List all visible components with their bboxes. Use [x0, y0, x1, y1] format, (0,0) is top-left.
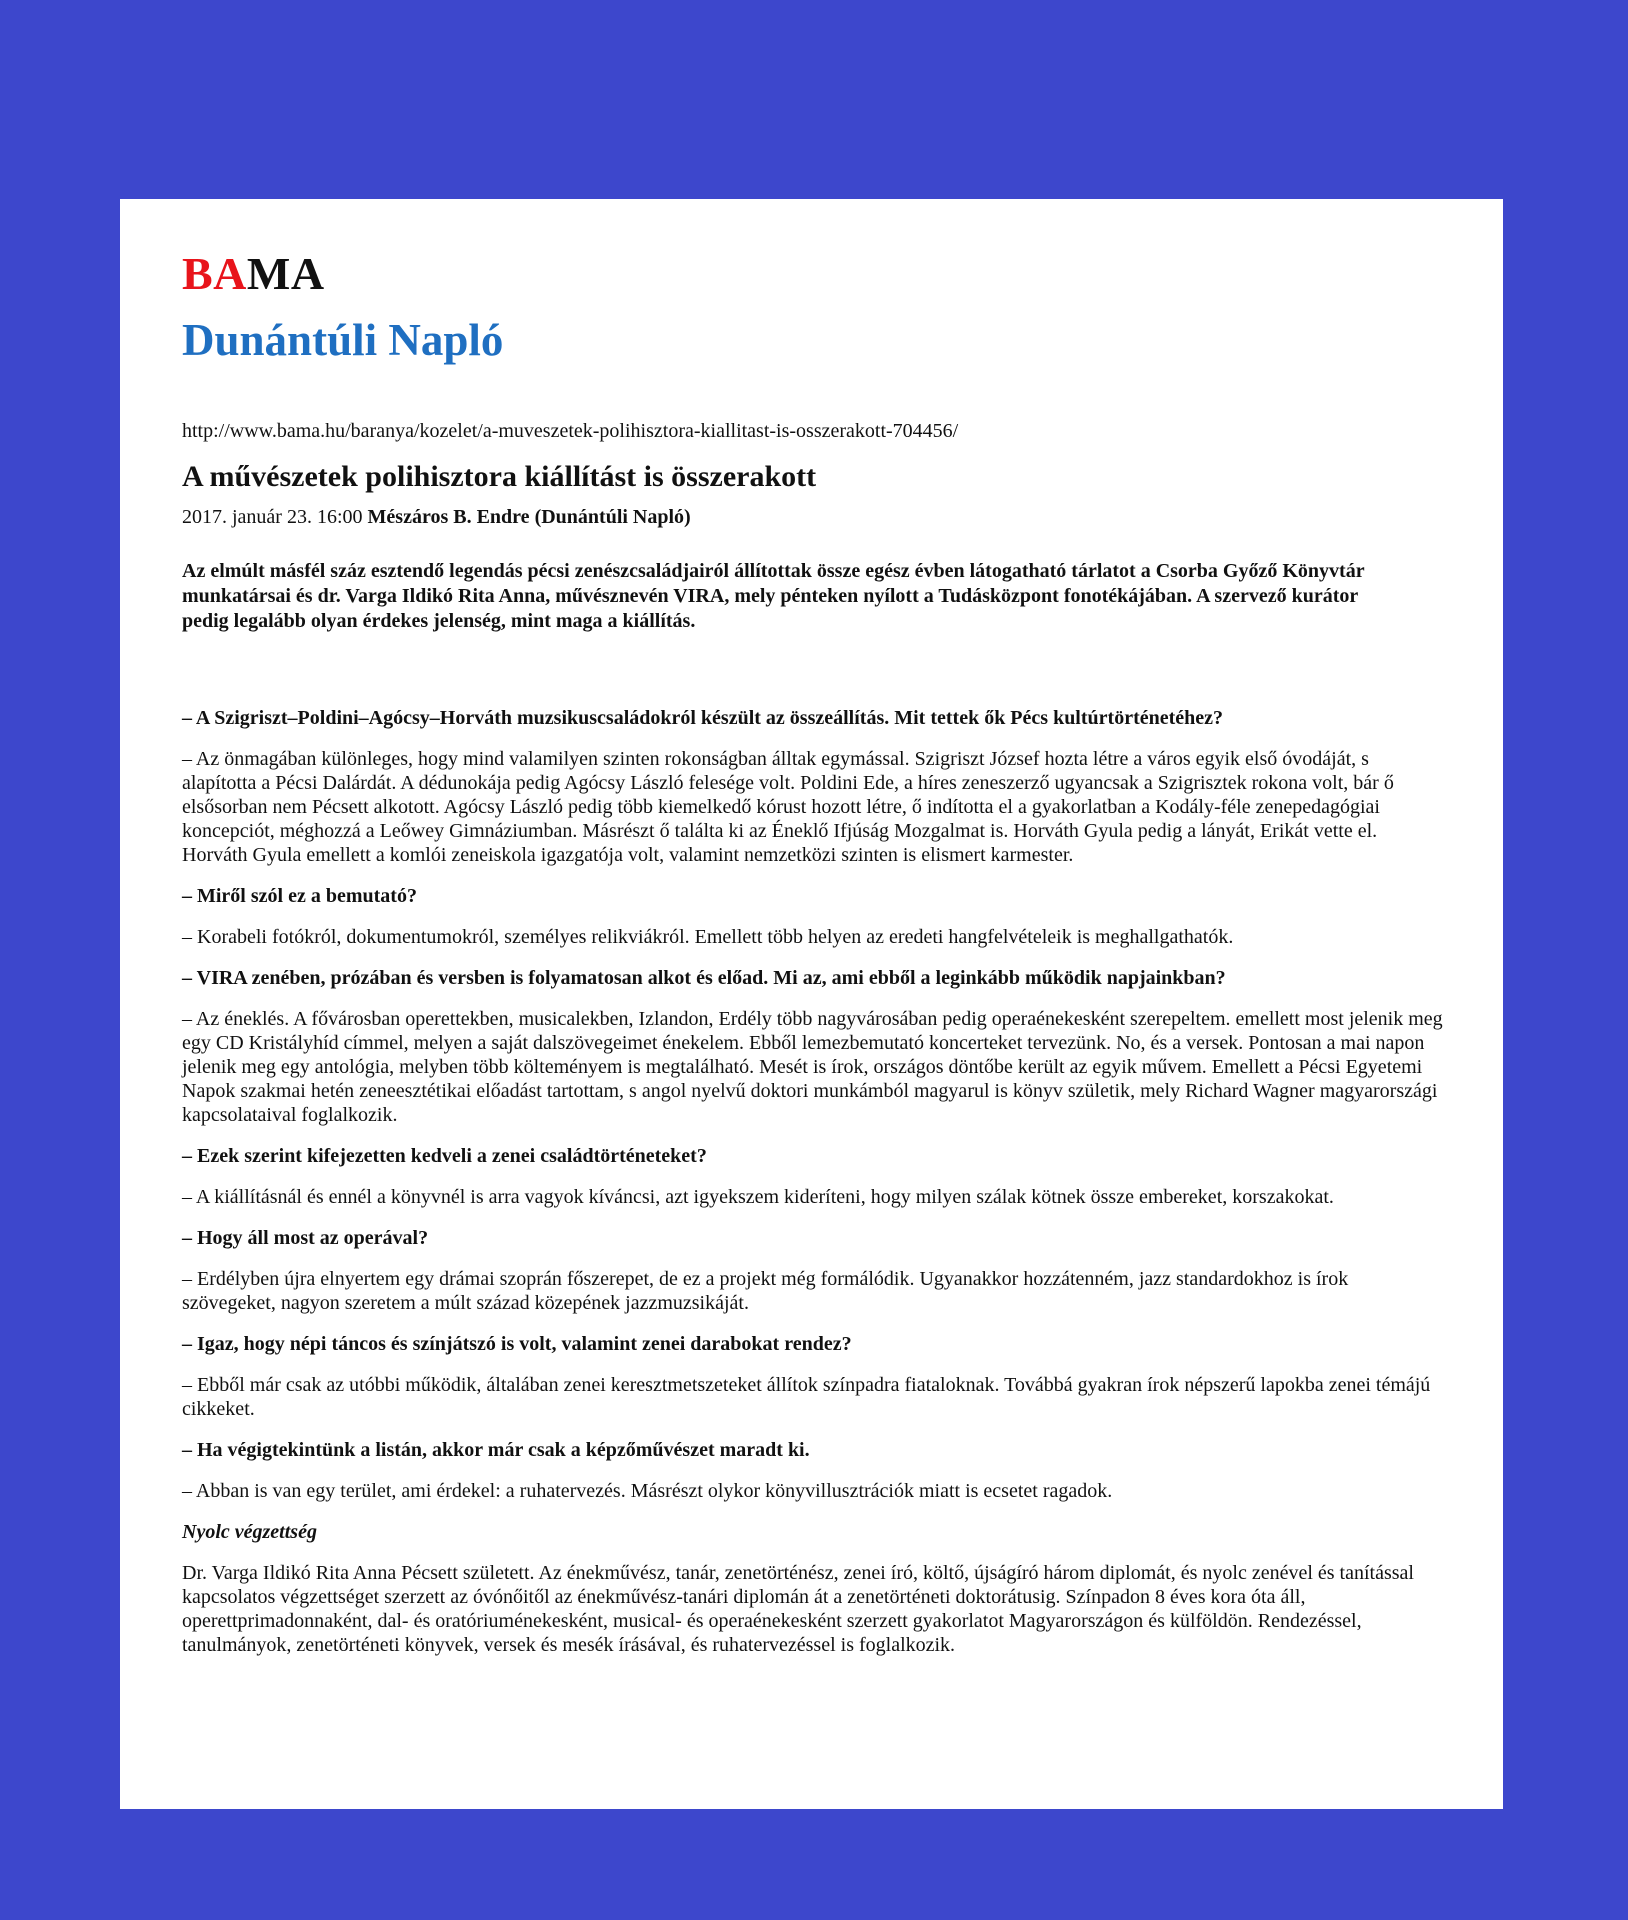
question: – Ezek szerint kifejezetten kedveli a zenei családtörténeteket?	[182, 1145, 707, 1167]
question: – Miről szól ez a bemutató?	[182, 885, 417, 907]
answer: – Az éneklés. A fővárosban operettekben, musicalekben, Izlandon, Erdély több nagyvárosában pedig operaénekesként szerepeltem. emellett most jelenik meg egy CD Kristályhíd címmel, melyen a saját dalszövegeimet énekelem. Ebből lemezbemutató koncerteket tervezünk. No, és a versek. Pontosan a mai napon jelenik meg egy antológia, melyben több költeményem is megtalálható. Mesét is írok, országos döntőbe került az egyik művem. Emellett a Pécsi Egyetemi Napok szakmai hetén zeneesztétikai előadást tartottam, s angol nyelvű doktori munkámból magyarul is könyv születik, mely Richard Wagner magyarországi kapcsolataival foglalkozik.	[182, 1008, 1443, 1126]
answer: – Az önmagában különleges, hogy mind valamilyen szinten rokonságban álltak egymással. Szigriszt József hozta létre a város egyik első óvodáját, s alapította a Pécsi Dalárdát. A dédunokája pedig Agócsy László felesége volt. Poldini Ede, a híres zeneszerző ugyancsak a Szigrisztek rokona volt, bár ő elsősorban nem Pécsett alkotott. Agócsy László pedig több kiemelkedő kórust hozott létre, ő indította el a gyakorlatban a Kodály-féle zenepedagógiai koncepciót, méghozzá a Leőwey Gimnáziumban. Másrészt ő találta ki az Éneklő Ifjúság Mozgalmat is. Horváth Gyula pedig a lányát, Erikát vette el. Horváth Gyula emellett a komlói zeneiskola igazgatója volt, valamint nemzetközi szinten is elismert karmester.	[182, 748, 1394, 866]
article-title: A művészetek polihisztora kiállítást is összerakott	[182, 460, 817, 493]
bio-subheading: Nyolc végzettség	[182, 1521, 317, 1543]
bama-logo[interactable]	[182, 247, 1443, 301]
answer: – Korabeli fotókról, dokumentumokról, személyes relikviákról. Emellett több helyen az eredeti hangfelvételeik is meghallgathatók.	[182, 926, 1234, 948]
question: – Igaz, hogy népi táncos és színjátszó is volt, valamint zenei darabokat rendez?	[182, 1333, 852, 1355]
answer: – Ebből már csak az utóbbi működik, általában zenei keresztmetszeteket állítok színpadra fiataloknak. Továbbá gyakran írok népszerű lapokba zenei témájú cikkeket.	[182, 1374, 1431, 1420]
article-meta	[182, 505, 1443, 529]
interview-body	[182, 706, 1443, 1657]
answer: – A kiállításnál és ennél a könyvnél is arra vagyok kíváncsi, azt igyekszem kideríteni, hogy milyen szálak kötnek össze embereket, korszakokat.	[182, 1186, 1334, 1208]
article-date: 2017. január 23. 16:00	[182, 506, 363, 528]
newspaper-name[interactable]: Dunántúli Napló	[182, 315, 504, 365]
question: – VIRA zenében, prózában és versben is folyamatosan alkot és előad. Mi az, ami ebből a leginkább működik napjainkban?	[182, 967, 1226, 989]
question: – A Szigriszt–Poldini–Agócsy–Horváth muzsikuscsaládokról készült az összeállítás. Mit tettek ők Pécs kultúrtörténetéhez?	[182, 707, 1224, 729]
logo-red-part: BA	[182, 248, 247, 299]
article-url: http://www.bama.hu/baranya/kozelet/a-muveszetek-polihisztora-kiallitast-is-osszerakott-704456/	[182, 420, 959, 442]
article-lead: Az elmúlt másfél száz esztendő legendás pécsi zenészcsaládjairól állítottak össze egész évben látogatható tárlatot a Csorba Győző Könyvtár munkatársai és dr. Varga Ildikó Rita Anna, művésznevén VIRA, mely pénteken nyílott a Tudásközpont fonotékájában. A szervező kurátor pedig legalább olyan érdekes jelenség, mint maga a kiállítás.	[182, 560, 1365, 632]
bio-paragraph: Dr. Varga Ildikó Rita Anna Pécsett született. Az énekművész, tanár, zenetörténész, zenei író, költő, újságíró három diplomát, és nyolc zenével és tanítással kapcsolatos végzettséget szerzett az óvónőitől az énekművész-tanári diplomán át a zenetörténeti doktorátusig. Színpadon 8 éves kora óta áll, operettprimadonnaként, dal- és oratóriuménekesként, musical- és operaénekesként szerzett gyakorlatot Magyarországon és külföldön. Rendezéssel, tanulmányok, zenetörténeti könyvek, versek és mesék írásával, és ruhatervezéssel is foglalkozik.	[182, 1562, 1414, 1656]
logo-black-part: MA	[246, 248, 325, 299]
article-page	[120, 199, 1503, 1809]
question: – Hogy áll most az operával?	[182, 1227, 429, 1249]
answer: – Erdélyben újra elnyertem egy drámai szoprán főszerepet, de ez a projekt még formálódik. Ugyanakkor hozzátenném, jazz standardokhoz is írok szövegeket, nagyon szeretem a múlt század közepének jazzmuzsikáját.	[182, 1268, 1349, 1314]
article-author: Mészáros B. Endre (Dunántúli Napló)	[367, 506, 691, 528]
question: – Ha végigtekintünk a listán, akkor már csak a képzőművészet maradt ki.	[182, 1439, 810, 1461]
answer: – Abban is van egy terület, ami érdekel: a ruhatervezés. Másrészt olykor könyvillusztrációk miatt is ecsetet ragadok.	[182, 1480, 1113, 1502]
